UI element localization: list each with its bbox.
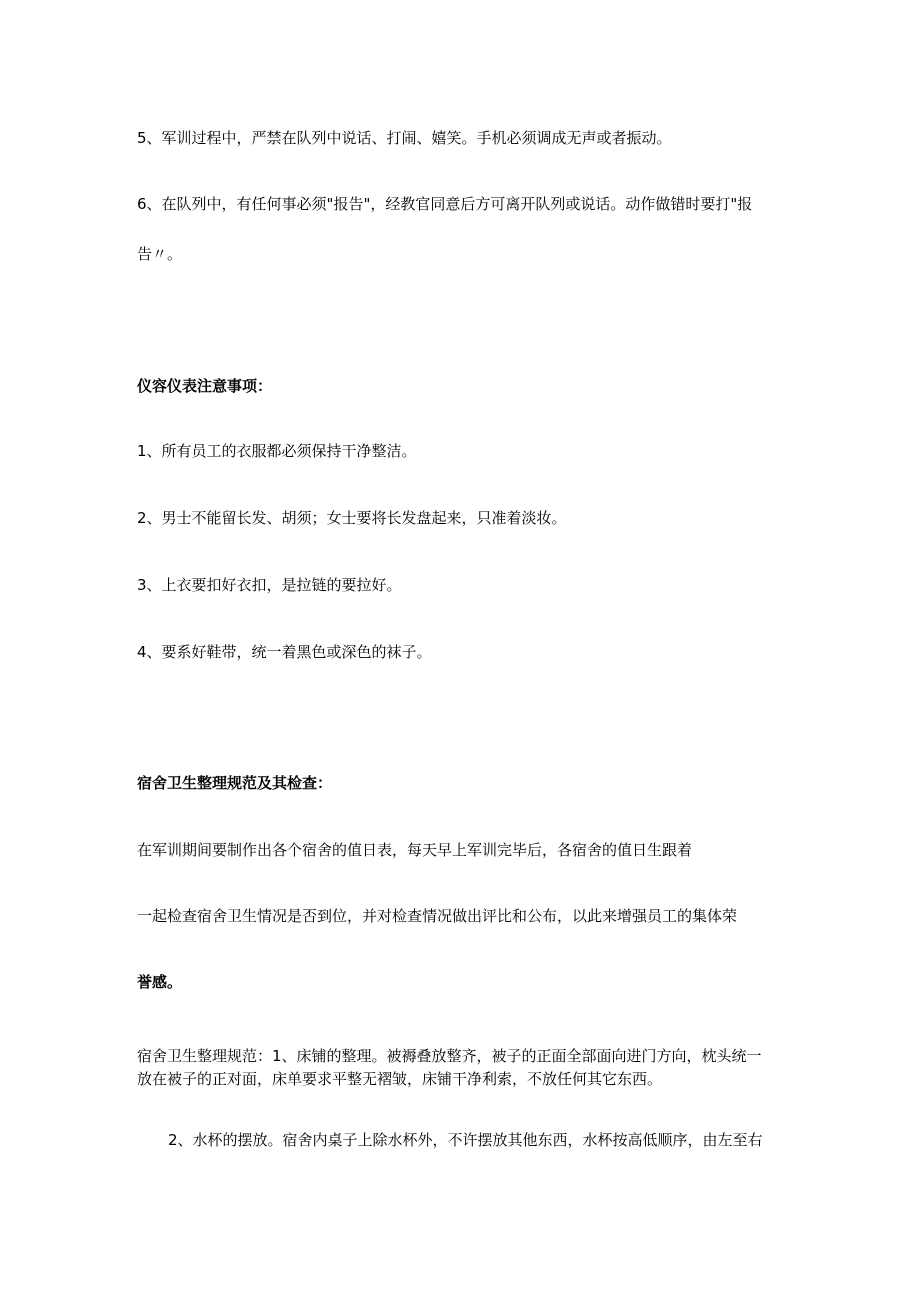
appearance-item-4: 4、要系好鞋带，统一着黑色或深色的袜子。 (137, 643, 432, 661)
military-rule-item-6-line-2: 告〃。 (137, 245, 183, 263)
dormitory-rule-item-2-line-1: 2、水杯的摆放。宿舍内桌子上除水杯外，不许摆放其他东西，水杯按高低顺序，由左至右 (168, 1131, 763, 1149)
military-rule-item-5: 5、军训过程中，严禁在队列中说话、打闹、嬉笑。手机必须调成无声或者振动。 (137, 129, 672, 147)
military-rule-item-6-line-1: 6、在队列中，有任何事必须"报告"，经教官同意后方可离开队列或说话。动作做错时要打"报 (137, 195, 753, 213)
dormitory-para-1-line-2: 一起检查宿舍卫生情况是否到位，并对检查情况做出评比和公布，以此来增强员工的集体荣 (137, 907, 738, 925)
dormitory-rule-line-1: 宿舍卫生整理规范：1、床铺的整理。被褥叠放整齐，被子的正面全部面向进门方向，枕头统一 (137, 1047, 762, 1065)
dormitory-heading: 宿舍卫生整理规范及其检查： (137, 774, 333, 792)
appearance-item-2: 2、男士不能留长发、胡须；女士要将长发盘起来，只准着淡妆。 (137, 509, 567, 527)
dormitory-rule-line-2: 放在被子的正对面，床单要求平整无褶皱，床铺干净利索，不放任何其它东西。 (137, 1070, 663, 1088)
appearance-item-3: 3、上衣要扣好衣扣，是拉链的要拉好。 (137, 576, 402, 594)
dormitory-para-1-line-1: 在军训期间要制作出各个宿舍的值日表，每天早上军训完毕后，各宿舍的值日生跟着 (137, 841, 693, 859)
appearance-heading: 仪容仪表注意事项： (137, 377, 273, 395)
dormitory-para-1-line-3: 誉感。 (137, 973, 183, 991)
appearance-item-1: 1、所有员工的衣服都必须保持干净整洁。 (137, 442, 417, 460)
